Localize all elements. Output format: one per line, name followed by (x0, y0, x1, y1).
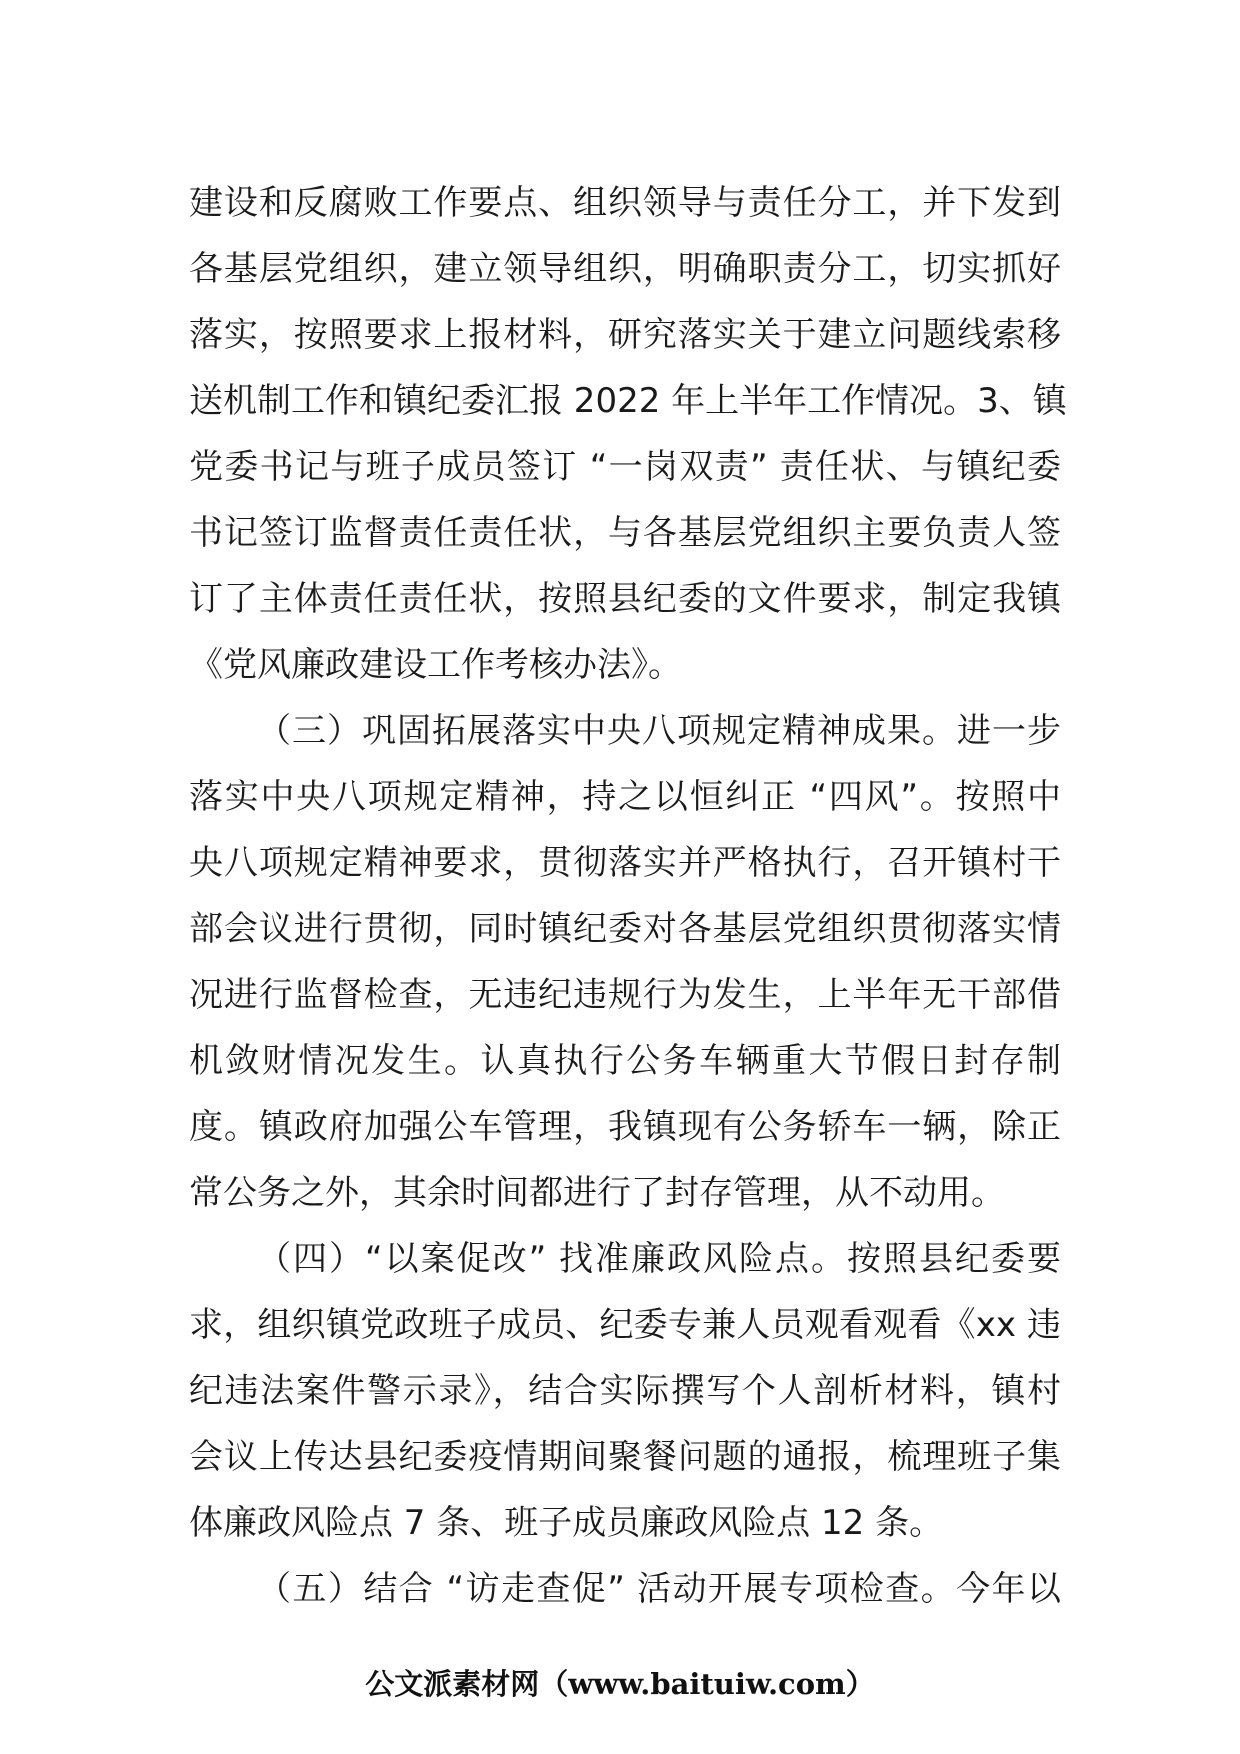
text-line: 各基层党组织，建立领导组织，明确职责分工，切实抓好 (189, 249, 1061, 289)
text-line: 《党风廉政建设工作考核办法》。 (189, 645, 682, 685)
text-line: 机敛财情况发生。认真执行公务车辆重大节假日封存制 (189, 1041, 1061, 1081)
text-line: 度。镇政府加强公车管理，我镇现有公务轿车一辆，除正 (189, 1107, 1061, 1147)
text-line: 党委书记与班子成员签订 “一岗双责” 责任状、与镇纪委 (189, 447, 1061, 487)
text-line: 央八项规定精神要求，贯彻落实并严格执行，召开镇村干 (189, 843, 1061, 883)
text-line: 会议上传达县纪委疫情期间聚餐问题的通报，梳理班子集 (189, 1437, 1061, 1477)
text-line: 送机制工作和镇纪委汇报 2022 年上半年工作情况。3、镇 (189, 381, 1067, 421)
text-line: 书记签订监督责任责任状，与各基层党组织主要负责人签 (189, 513, 1061, 553)
document-body (189, 170, 1067, 1622)
text-line: 求，组织镇党政班子成员、纪委专兼人员观看观看《xx 违 (189, 1305, 1061, 1345)
text-line: 部会议进行贯彻，同时镇纪委对各基层党组织贯彻落实情 (189, 909, 1061, 949)
paragraph-start-line: （五）结合 “访走查促” 活动开展专项检查。今年以 (257, 1569, 1061, 1609)
text-line: 况进行监督检查，无违纪违规行为发生，上半年无干部借 (189, 975, 1061, 1015)
text-line: 落实中央八项规定精神，持之以恒纠正 “四风”。按照中 (189, 777, 1061, 817)
text-line: 纪违法案件警示录》，结合实际撰写个人剖析材料，镇村 (189, 1371, 1061, 1411)
text-line: 常公务之外，其余时间都进行了封存管理，从不动用。 (189, 1173, 1005, 1213)
paragraph-start-line: （四）“以案促改” 找准廉政风险点。按照县纪委要 (257, 1239, 1061, 1279)
text-line: 落实，按照要求上报材料，研究落实关于建立问题线索移 (189, 315, 1061, 355)
text-line: 体廉政风险点 7 条、班子成员廉政风险点 12 条。 (189, 1503, 944, 1543)
text-line: 建设和反腐败工作要点、组织领导与责任分工，并下发到 (189, 183, 1061, 223)
text-line: 订了主体责任责任状，按照县纪委的文件要求，制定我镇 (189, 579, 1061, 619)
page-footer-watermark: 公文派素材网（www.baituiw.com） (365, 1667, 875, 1701)
paragraph-start-line: （三）巩固拓展落实中央八项规定精神成果。进一步 (257, 711, 1061, 751)
